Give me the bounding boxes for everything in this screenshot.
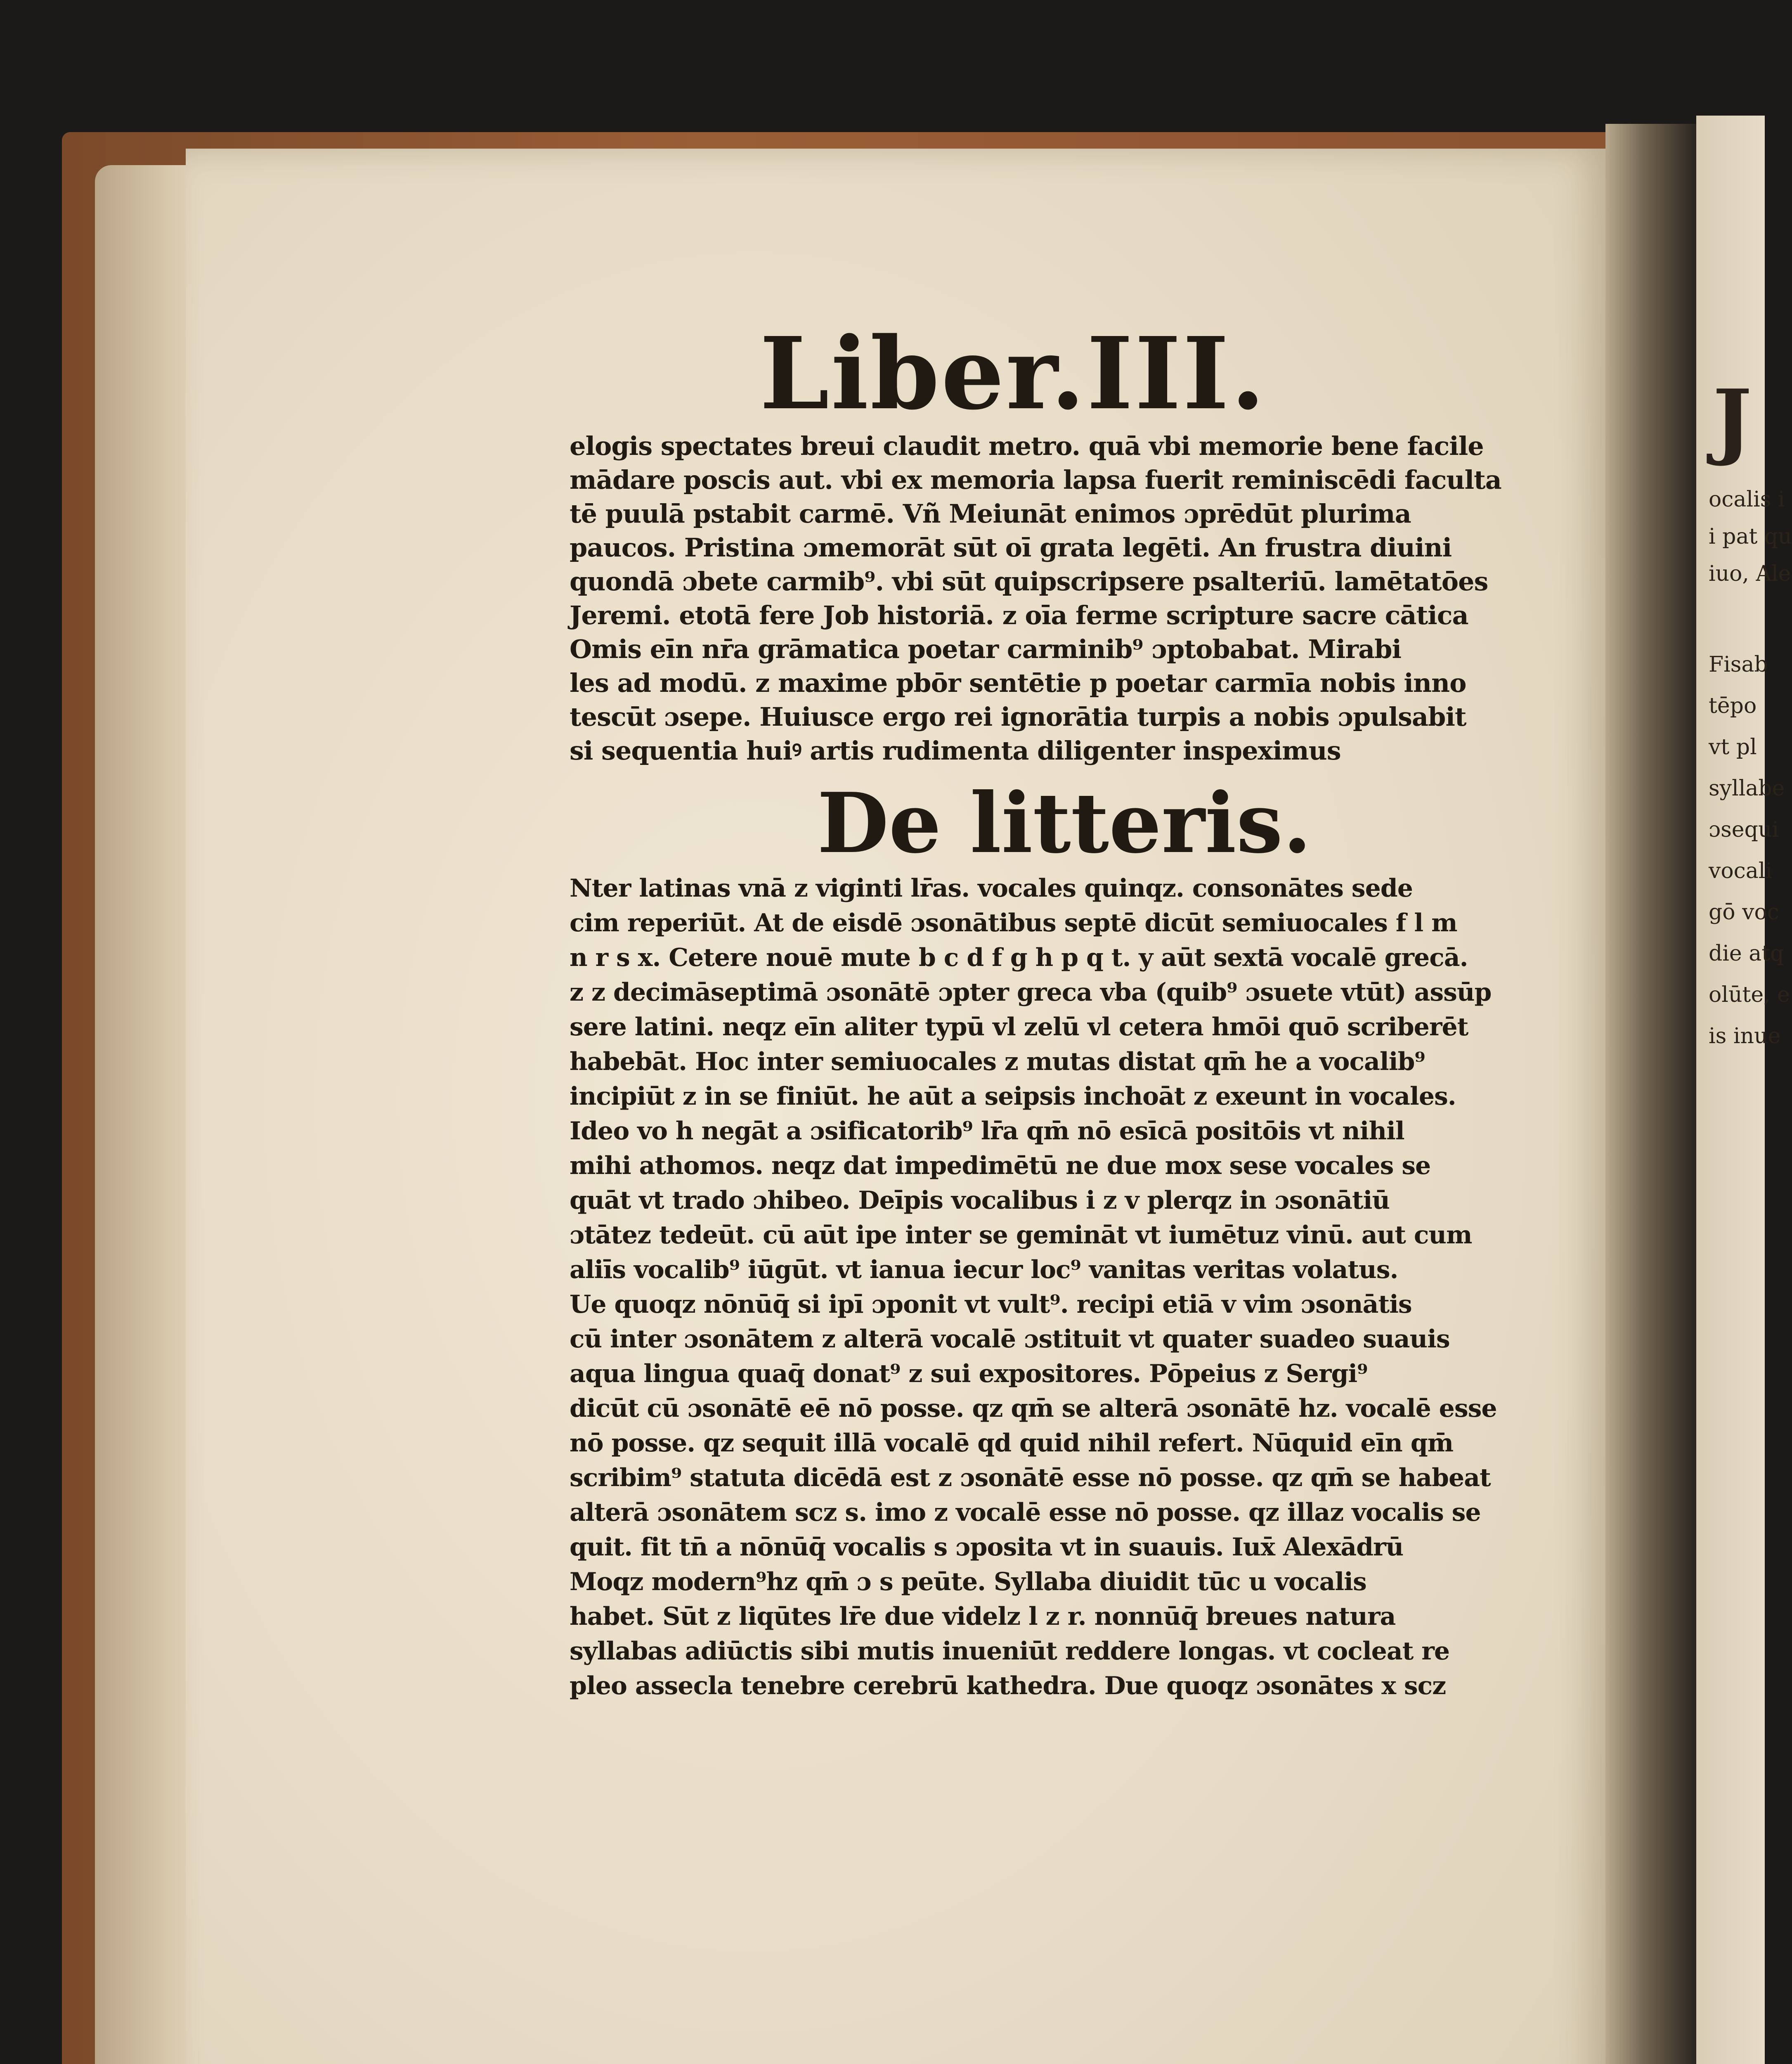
next-page-line: vocali <box>1709 859 1773 883</box>
text-line: habebāt. Hoc inter semiuocales z mutas distat qm̄ he a vocalib⁹ <box>570 1047 1425 1076</box>
text-line: Moqz modern⁹hz qm̄ ɔ s peūte. Syllaba diuidit tūc u vocalis <box>570 1567 1366 1596</box>
intro-paragraph <box>570 429 1501 768</box>
text-line: Ue quoqz nōnūq̄ si ipī ɔponit vt vult⁹. recipi etiā v vim ɔsonātis <box>570 1290 1412 1319</box>
text-line: elogis spectates breui claudit metro. quā vbi memorie bene facile <box>570 431 1484 461</box>
text-line: dicūt cū ɔsonātē eē nō posse. qz qm̄ se alterā ɔsonātē hz. vocalē esse <box>570 1394 1497 1423</box>
next-page-line: gō voc <box>1709 900 1779 925</box>
next-page-line: tēpo <box>1709 694 1757 718</box>
right-page-fragment <box>1696 116 1792 2064</box>
text-line: ɔtātez tedeūt. cū aūt ipe inter se gemināt vt iumētuz vinū. aut cum <box>570 1221 1472 1250</box>
text-line: Ideo vo h negāt a ɔsificatorib⁹ lr̄a qm̄ nō esīcā positōis vt nihil <box>570 1117 1404 1146</box>
text-line: tescūt ɔsepe. Huiusce ergo rei ignorātia turpis a nobis ɔpulsabit <box>570 702 1466 732</box>
text-line: aliīs vocalib⁹ iūgūt. vt ianua iecur loc⁹ vanitas veritas volatus. <box>570 1255 1398 1284</box>
text-line: mihi athomos. neqz dat impedimētū ne due mox sese vocales se <box>570 1151 1431 1180</box>
text-line: cū inter ɔsonātem z alterā vocalē ɔstituit vt quater suadeo suauis <box>570 1325 1450 1354</box>
text-line: quit. fit tn̄ a nōnūq̄ vocalis s ɔposita vt in suauis. Iux̄ Alexādrū <box>570 1533 1404 1562</box>
text-line: habet. Sūt z liqūtes lr̄e due videlz l z r. nonnūq̄ breues natura <box>570 1602 1396 1631</box>
text-line: les ad modū. z maxime pbōr sentētie p poetar carmīa nobis inno <box>570 668 1466 698</box>
text-line: aqua lingua quaq̄ donat⁹ z sui expositores. Pōpeius z Sergi⁹ <box>570 1359 1368 1388</box>
text-block <box>570 315 1501 1703</box>
next-page-line: syllabe <box>1709 776 1785 801</box>
book-heading: Liber.III. <box>759 315 1267 432</box>
next-page-line: iuo, Ale <box>1709 561 1791 586</box>
text-line: alterā ɔsonātem scz s. imo z vocalē esse nō posse. qz illaz vocalis se <box>570 1498 1481 1527</box>
next-page-initial: J <box>1713 372 1752 469</box>
next-page-line: ocalis i <box>1709 487 1785 512</box>
text-line: incipiūt z in se finiūt. he aūt a seipsis inchoāt z exeunt in vocales. <box>570 1082 1456 1111</box>
text-line: nō posse. qz sequit illā vocalē qd quid nihil refert. Nūquid eīn qm̄ <box>570 1429 1454 1458</box>
text-line: Jeremi. etotā fere Job historiā. z oīa ferme scripture sacre cātica <box>570 600 1468 630</box>
next-page-line: i pat qu <box>1709 524 1792 549</box>
text-line: mādare poscis aut. vbi ex memoria lapsa fuerit reminiscēdi faculta <box>570 465 1501 495</box>
next-page-line: ɔsequi <box>1709 817 1779 842</box>
text-line: Nter latinas vnā z viginti lr̄as. vocales quinqz. consonātes sede <box>570 874 1413 903</box>
text-line: quondā ɔbete carmib⁹. vbi sūt quipscripsere psalteriū. lamētatōes <box>570 566 1488 596</box>
text-line: sere latini. neqz eīn aliter typū vl zelū vl cetera hmōi quō scriberēt <box>570 1013 1468 1041</box>
next-page-line: is inue <box>1709 1024 1781 1049</box>
next-page-line: Fisab <box>1709 652 1768 677</box>
next-page-line: olūte, e <box>1709 982 1790 1007</box>
text-line: paucos. Pristina ɔmemorāt sūt oī grata legēti. An frustra diuini <box>570 533 1452 563</box>
text-line: si sequentia huiꝰ artis rudimenta diligenter inspeximus <box>570 736 1341 766</box>
section-heading: De litteris. <box>817 775 1312 872</box>
text-line: cim reperiūt. At de eisdē ɔsonātibus septē dicūt semiuocales f l m <box>570 909 1457 937</box>
text-line: syllabas adiūctis sibi mutis inueniūt reddere longas. vt cocleat re <box>570 1637 1450 1666</box>
book-gutter <box>1605 124 1696 2064</box>
body-paragraph <box>570 871 1497 1703</box>
text-line: tē puulā pstabit carmē. Vñ Meiunāt enimos ɔprēdūt plurima <box>570 499 1411 529</box>
next-page-line: vt pl <box>1709 735 1757 760</box>
next-page-line: die atq <box>1709 941 1784 966</box>
text-line: Omis eīn nr̄a grāmatica poetar carminib⁹ ɔptobabat. Mirabi <box>570 634 1402 664</box>
text-line: quāt vt trado ɔhibeo. Deīpis vocalibus i z v plerqz in ɔsonātiū <box>570 1186 1390 1215</box>
text-line: n r s x. Cetere nouē mute b c d f g h p q t. y aūt sextā vocalē grecā. <box>570 943 1468 972</box>
text-line: scribim⁹ statuta dicēdā est z ɔsonātē esse nō posse. qz qm̄ se habeat <box>570 1463 1491 1492</box>
text-line: pleo assecla tenebre cerebrū kathedra. Due quoqz ɔsonātes x scz <box>570 1671 1446 1700</box>
text-line: z z decimāseptimā ɔsonātē ɔpter greca vba (quib⁹ ɔsuete vtūt) assūp <box>570 978 1492 1007</box>
